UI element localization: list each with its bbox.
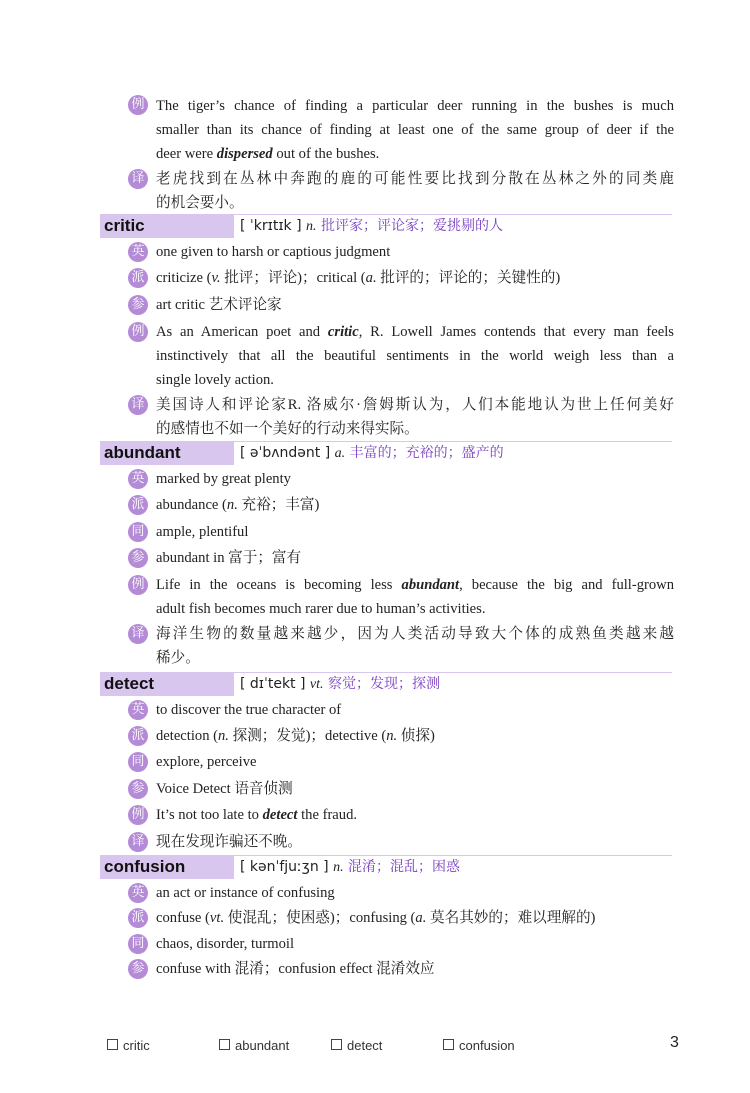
example-icon: 例 [128, 95, 148, 115]
checkbox-icon [443, 1039, 454, 1050]
translation-line: 海洋生物的数量越来越少，因为人类活动导致大个体的成熟鱼类越来越 [156, 626, 674, 642]
reference: art critic 艺术评论家 [156, 297, 282, 313]
english-definition: marked by great plenty [156, 471, 291, 487]
derivatives: confuse (vt. 使混乱；使困惑)；confusing (a. 莫名其妙的；难以理解的) [156, 910, 596, 926]
checkbox-icon [107, 1039, 118, 1050]
synonym-icon: 同 [128, 934, 148, 954]
reference-icon: 参 [128, 295, 148, 315]
translation-line: 的机会要小。 [156, 195, 244, 211]
example-line: deer were dispersed out of the bushes. [156, 146, 380, 162]
example-line: smaller than its chance of finding at least one of the same group of deer if the [156, 122, 674, 138]
reference-icon: 参 [128, 548, 148, 568]
english-definition: an act or instance of confusing [156, 885, 335, 901]
translation-line: 稀少。 [156, 650, 200, 666]
headword-critic: critic [100, 214, 234, 238]
phonetic: [ ˈkrɪtɪk ] n. 批评家；评论家；爱挑剔的人 [240, 218, 503, 234]
english-definition: one given to harsh or captious judgment [156, 244, 391, 260]
page-number: 3 [670, 1034, 679, 1051]
synonym-icon: 同 [128, 752, 148, 772]
translation-icon: 译 [128, 395, 148, 415]
example-icon: 例 [128, 575, 148, 595]
example-line: instinctively that all the beautiful sentiments in the world weigh less than a [156, 348, 674, 364]
footer-checkbox-detect[interactable]: detect [331, 1036, 382, 1056]
synonyms: explore, perceive [156, 754, 257, 770]
example-line: single lovely action. [156, 372, 274, 388]
phonetic: [ əˈbʌndənt ] a. 丰富的；充裕的；盛产的 [240, 445, 504, 461]
example-line: As an American poet and critic, R. Lowell James contends that every man feels [156, 324, 674, 340]
translation-line: 老虎找到在丛林中奔跑的鹿的可能性要比找到分散在丛林之外的同类鹿 [156, 171, 674, 187]
synonym-icon: 同 [128, 522, 148, 542]
english-definition: to discover the true character of [156, 702, 342, 718]
example-icon: 例 [128, 805, 148, 825]
phonetic: [ kənˈfjuːʒn ] n. 混淆；混乱；困惑 [240, 859, 461, 875]
english-definition-icon: 英 [128, 700, 148, 720]
derivatives: abundance (n. 充裕；丰富) [156, 497, 320, 513]
english-definition-icon: 英 [128, 883, 148, 903]
example-line: The tiger’s chance of finding a particular deer running in the bushes is much [156, 98, 674, 114]
reference: Voice Detect 语音侦测 [156, 781, 293, 797]
translation-icon: 译 [128, 832, 148, 852]
translation-line: 的感情也不如一个美好的行动来得实际。 [156, 421, 419, 437]
synonyms: chaos, disorder, turmoil [156, 936, 295, 952]
checkbox-icon [219, 1039, 230, 1050]
synonyms: ample, plentiful [156, 524, 249, 540]
translation-icon: 译 [128, 624, 148, 644]
translation-line: 美国诗人和评论家R. 洛威尔·詹姆斯认为，人们本能地认为世上任何美好 [156, 397, 674, 413]
english-definition-icon: 英 [128, 242, 148, 262]
derivative-icon: 派 [128, 726, 148, 746]
example-line: adult fish becomes much rarer due to human’s activities. [156, 601, 486, 617]
reference-icon: 参 [128, 779, 148, 799]
derivative-icon: 派 [128, 268, 148, 288]
footer-checkbox-confusion[interactable]: confusion [443, 1036, 515, 1056]
example-icon: 例 [128, 322, 148, 342]
derivative-icon: 派 [128, 495, 148, 515]
derivatives: criticize (v. 批评；评论)；critical (a. 批评的；评论的；关键性的) [156, 270, 561, 286]
headword-confusion: confusion [100, 855, 234, 879]
footer-checkbox-critic[interactable]: critic [107, 1036, 150, 1056]
translation-line: 现在发现诈骗还不晚。 [156, 834, 302, 850]
derivative-icon: 派 [128, 908, 148, 928]
example-line: Life in the oceans is becoming less abundant, because the big and full-grown [156, 577, 675, 593]
footer-checkbox-abundant[interactable]: abundant [219, 1036, 289, 1056]
headword-abundant: abundant [100, 441, 234, 465]
reference: confuse with 混淆；confusion effect 混淆效应 [156, 961, 435, 977]
derivatives: detection (n. 探测；发觉)；detective (n. 侦探) [156, 728, 435, 744]
example-line: It’s not too late to detect the fraud. [156, 807, 358, 823]
reference: abundant in 富于；富有 [156, 550, 302, 566]
headword-detect: detect [100, 672, 234, 696]
translation-icon: 译 [128, 169, 148, 189]
english-definition-icon: 英 [128, 469, 148, 489]
reference-icon: 参 [128, 959, 148, 979]
phonetic: [ dɪˈtekt ] vt. 察觉；发现；探测 [240, 676, 440, 692]
checkbox-icon [331, 1039, 342, 1050]
